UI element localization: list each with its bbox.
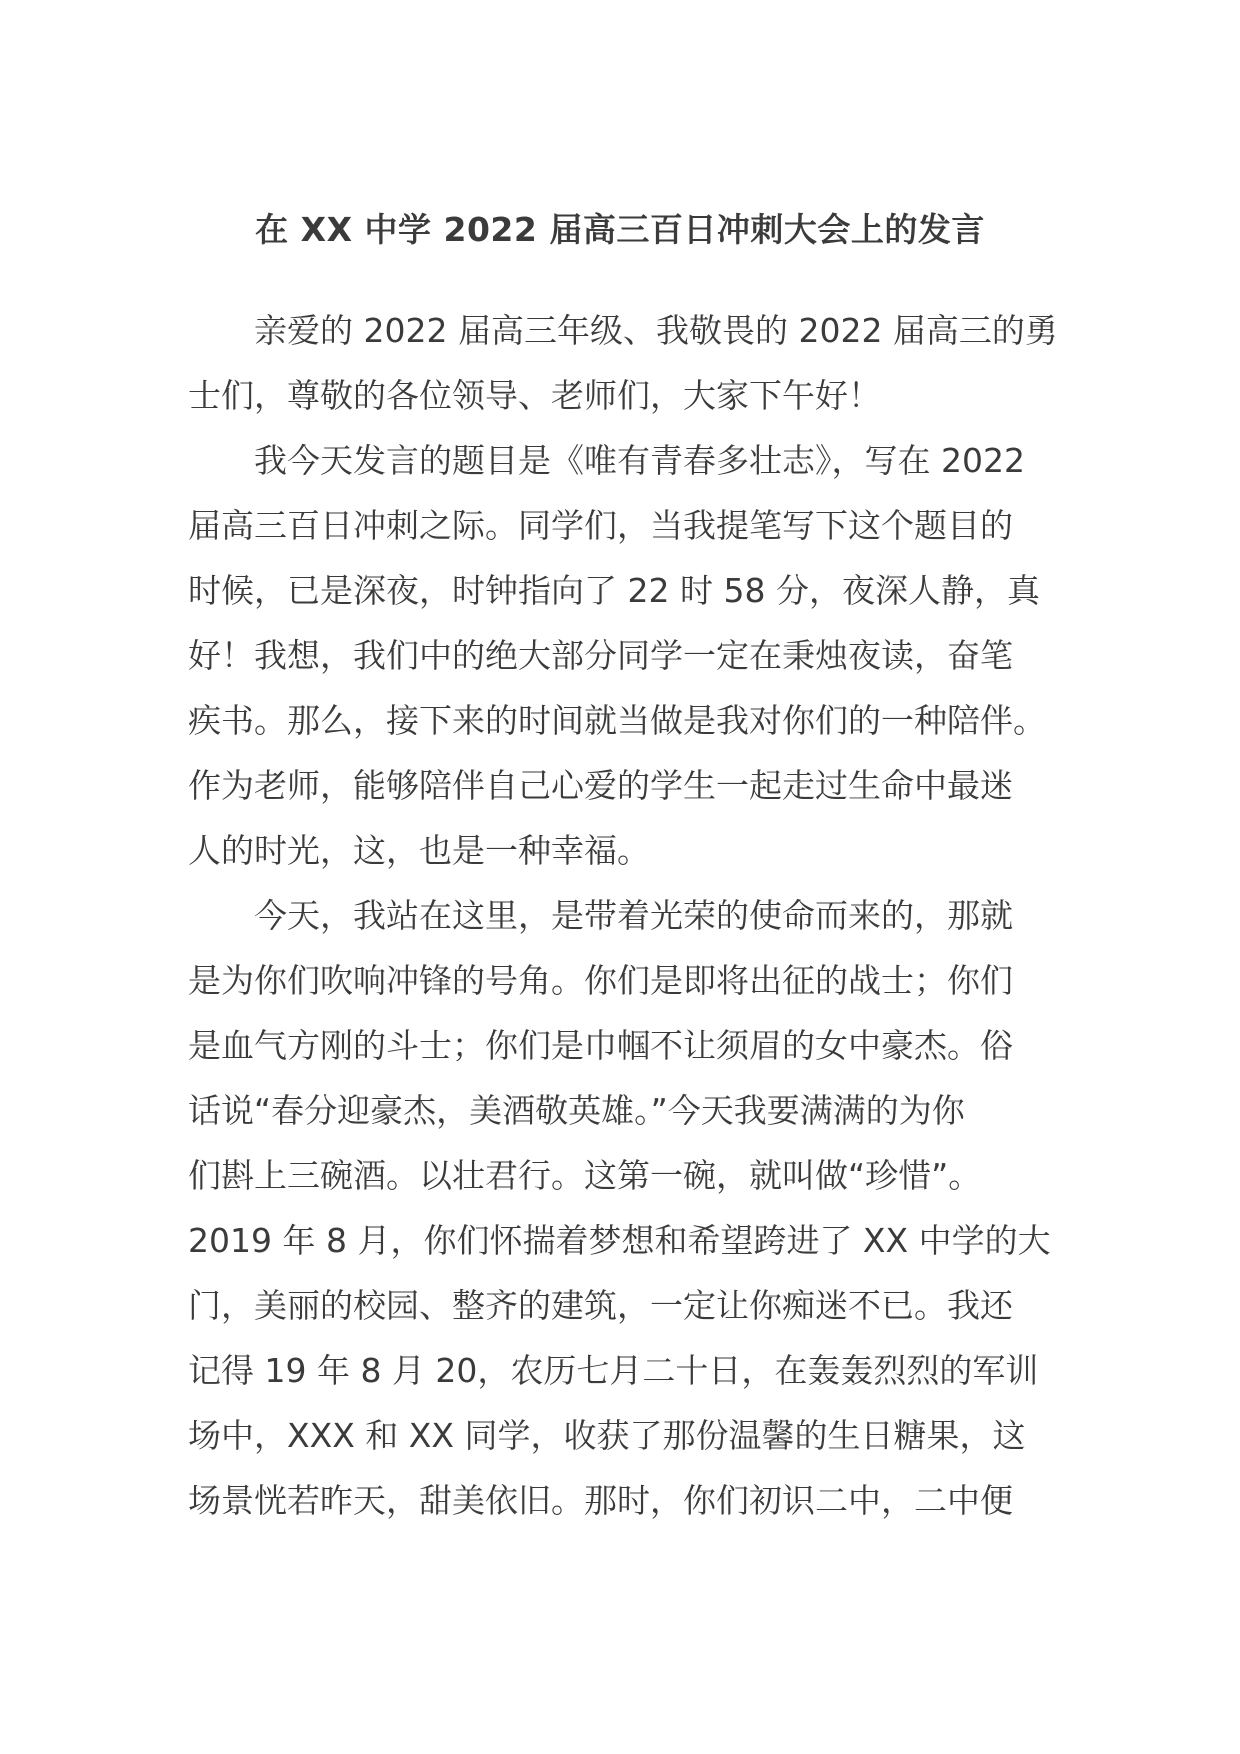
- paragraph-3-line-6: 2019 年 8 月，你们怀揣着梦想和希望跨进了 XX 中学的大: [188, 1221, 1051, 1260]
- paragraph-3-line-9: 场中，XXX 和 XX 同学，收获了那份温馨的生日糖果，这: [188, 1416, 1026, 1455]
- paragraph-2-line-4: 好！我想，我们中的绝大部分同学一定在秉烛夜读，奋笔: [188, 636, 1013, 675]
- paragraph-3-line-10: 场景恍若昨天，甜美依旧。那时，你们初识二中，二中便: [188, 1481, 1013, 1520]
- paragraph-2-line-6: 作为老师，能够陪伴自己心爱的学生一起走过生命中最迷: [188, 766, 1013, 805]
- paragraph-3-line-7: 门，美丽的校园、整齐的建筑，一定让你痴迷不已。我还: [188, 1286, 1013, 1325]
- paragraph-3-line-3: 是血气方刚的斗士；你们是巾帼不让须眉的女中豪杰。俗: [188, 1026, 1013, 1065]
- paragraph-2-line-7: 人的时光，这，也是一种幸福。: [188, 831, 650, 870]
- paragraph-2-line-1: 我今天发言的题目是《唯有青春多壮志》，写在 2022: [254, 441, 1025, 480]
- paragraph-3-line-4: 话说“春分迎豪杰，美酒敬英雄。”今天我要满满的为你: [188, 1091, 965, 1130]
- document-title: 在 XX 中学 2022 届高三百日冲刺大会上的发言: [255, 210, 985, 249]
- paragraph-3-line-5: 们斟上三碗酒。以壮君行。这第一碗，就叫做“珍惜”。: [188, 1156, 982, 1195]
- paragraph-3-line-8: 记得 19 年 8 月 20，农历七月二十日，在轰轰烈烈的军训: [188, 1351, 1039, 1390]
- paragraph-2-line-5: 疾书。那么，接下来的时间就当做是我对你们的一种陪伴。: [188, 701, 1046, 740]
- paragraph-3-line-2: 是为你们吹响冲锋的号角。你们是即将出征的战士；你们: [188, 961, 1013, 1000]
- paragraph-3-line-1: 今天，我站在这里，是带着光荣的使命而来的，那就: [254, 896, 1013, 935]
- paragraph-2-line-2: 届高三百日冲刺之际。同学们，当我提笔写下这个题目的: [188, 506, 1013, 545]
- paragraph-1-line-2: 士们，尊敬的各位领导、老师们，大家下午好！: [188, 376, 881, 415]
- paragraph-2-line-3: 时候，已是深夜，时钟指向了 22 时 58 分，夜深人静，真: [188, 571, 1040, 610]
- paragraph-1-line-1: 亲爱的 2022 届高三年级、我敬畏的 2022 届高三的勇: [254, 311, 1058, 350]
- document-body: [188, 298, 1058, 1533]
